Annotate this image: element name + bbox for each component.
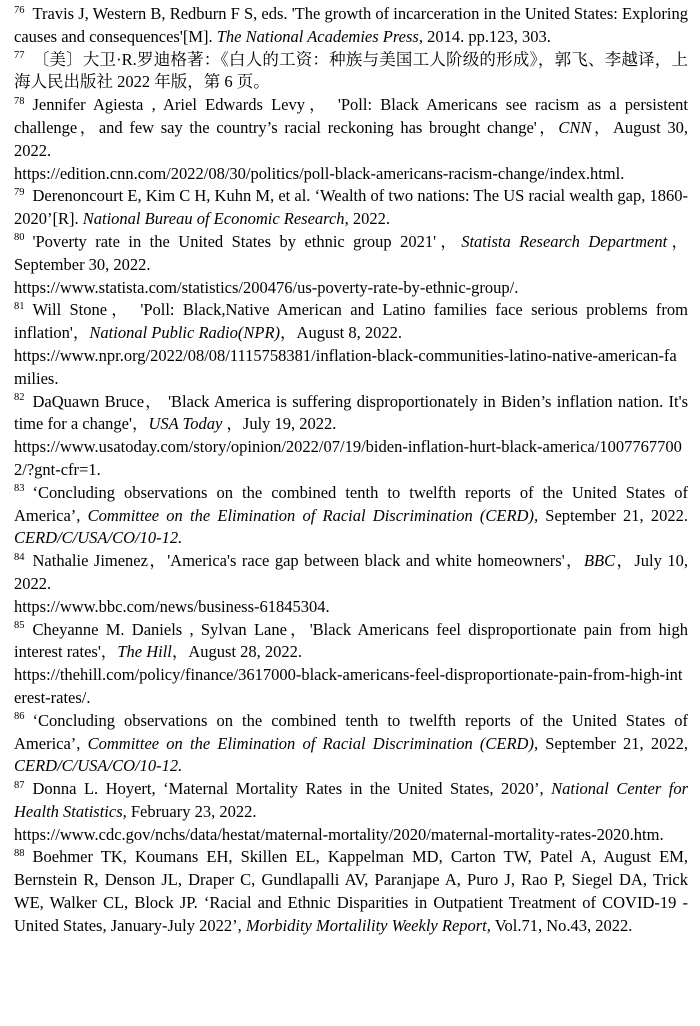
footnote-url: https://www.statista.com/statistics/200476/us-poverty-rate-by-ethnic-group/. (14, 277, 519, 297)
footnote-text: ，August 30, 2022. (14, 117, 688, 160)
footnote-number: 88 (14, 847, 25, 859)
footnote-83 (14, 482, 688, 550)
footnote-url: https://www.cdc.gov/nchs/data/hestat/maternal-mortality/2020/maternal-mortality-rates-2020.htm. (14, 824, 664, 844)
footnote-text: USA Today (148, 414, 223, 434)
footnote-82 (14, 391, 688, 482)
footnote-text: Will Stone， 'Poll: Black,Native American and Latino families face serious problems from inflation'， (14, 300, 688, 343)
footnote-text: Travis J, Western B, Redburn F S, eds. 'The growth of incarceration in the United States: Exploring causes and consequences'[M]. (14, 4, 688, 46)
footnote-number: 79 (14, 186, 25, 198)
footnote-url: https://www.bbc.com/news/business-61845304. (14, 596, 330, 616)
footnote-text: DaQuawn Bruce， 'Black America is suffering disproportionately in Biden’s inflation nation. It's time for a change'， (14, 391, 688, 434)
footnote-number: 76 (14, 4, 25, 16)
footnote-text: Donna L. Hoyert, ‘Maternal Mortality Rates in the United States, 2020’, (32, 779, 552, 799)
footnote-text: ，August 8, 2022. (280, 323, 402, 343)
footnote-86 (14, 710, 688, 778)
footnote-text: ‘Concluding observations on the combined tenth to twelfth reports of the United States of America’, (14, 710, 688, 753)
footnote-url: https://www.usatoday.com/story/opinion/2022/07/19/biden-inflation-hurt-black-america/10077677002/?gnt-cfr=1. (14, 437, 682, 479)
footnote-text: Morbidity Mortalility Weekly Report, (245, 915, 491, 935)
footnote-number: 83 (14, 483, 25, 495)
footnote-number: 84 (14, 551, 25, 563)
footnote-84 (14, 550, 688, 618)
footnote-number: 86 (14, 711, 25, 723)
footnote-number: 85 (14, 620, 25, 632)
footnote-text: National Bureau of Economic Research (82, 209, 345, 229)
footnote-80 (14, 231, 688, 299)
footnote-url: https://thehill.com/policy/finance/3617000-black-americans-feel-disproportionate-pain-from-high-interest-rates/. (14, 665, 683, 707)
footnote-number: 77 (14, 50, 25, 62)
footnote-text: February 23, 2022. (126, 801, 257, 821)
footnote-text: Jennifer Agiesta , Ariel Edwards Levy， 'Poll: Black Americans see racism as a persistent challenge，and few say the country’s racial reckoning has brought change'， (14, 95, 688, 137)
footnote-number: 81 (14, 300, 25, 312)
footnote-text: Vol.71, No.43, 2022. (490, 915, 633, 935)
footnote-81 (14, 299, 688, 390)
footnote-text: Cheyanne M. Daniels , Sylvan Lane，'Black Americans feel disproportionate pain from high interest rates'， (14, 619, 688, 662)
footnote-number: 78 (14, 95, 25, 107)
footnote-url: https://edition.cnn.com/2022/08/30/politics/poll-black-americans-racism-change/index.html. (14, 163, 625, 183)
footnote-text: September 21, 2022, (538, 733, 689, 753)
footnote-text: Derenoncourt E, Kim C H, Kuhn M, et al. ‘Wealth of two nations: The US racial wealth gap, 1860-2020’[R]. (14, 186, 688, 229)
footnote-text: ，August 28, 2022. (171, 642, 303, 662)
footnote-85 (14, 619, 688, 710)
footnote-text: CERD/C/USA/CO/10-12. (14, 756, 183, 776)
footnote-text: CERD/C/USA/CO/10-12. (14, 528, 183, 548)
footnote-78 (14, 94, 688, 185)
footnote-number: 82 (14, 392, 25, 404)
footnote-text: ，July 19, 2022. (222, 414, 337, 434)
footnote-77 (14, 49, 688, 95)
footnote-79 (14, 185, 688, 231)
footnote-text: 'Poverty rate in the United States by ethnic group 2021'， (32, 231, 462, 251)
footnote-text: ，September 30, 2022. (14, 231, 689, 274)
footnote-text: National Public Radio(NPR) (89, 323, 281, 343)
footnote-text: September 21, 2022. (538, 505, 689, 525)
footnote-url: https://www.npr.org/2022/08/08/1115758381/inflation-black-communities-latino-native-american-families. (14, 345, 677, 388)
footnote-text: Nathalie Jimenez，'America's race gap between black and white homeowners'， (32, 551, 584, 571)
footnote-text: ‘Concluding observations on the combined tenth to twelfth reports of the United States of America’, (14, 482, 688, 525)
footnote-text: Committee on the Elimination of Racial Discrimination (CERD), (87, 733, 539, 753)
footnote-text: National Center for Health Statistics, (14, 779, 689, 821)
footnote-text: The National Academies Press (216, 26, 419, 46)
footnote-text: 〔美〕大卫·R.罗迪格著：《白人的工资：种族与美国工人阶级的形成》，郭飞、李越译，上海人民出版社 2022 年版，第 6 页。 (14, 49, 688, 92)
footnote-text: Boehmer TK, Koumans EH, Skillen EL, Kappelman MD, Carton TW, Patel A, August EM, Bernstein R, Denson JL, Draper C, Gundlapalli AV, Paranjape A, Puro J, Rao P, Siegel DA, Trick WE, Walker CL, Block JP. ‘Racial and Ethnic Disparities in Outpatient Treatment of COVID-19 - United States, January-July 2022’, (14, 847, 688, 935)
footnote-88 (14, 846, 688, 937)
footnote-text: BBC (583, 551, 616, 571)
footnote-87 (14, 778, 688, 846)
footnote-text: Committee on the Elimination of Racial Discrimination (CERD), (87, 505, 539, 525)
footnote-number: 87 (14, 779, 25, 791)
footnote-text: CNN (558, 117, 592, 137)
footnote-text: ，July 10, 2022. (14, 551, 689, 593)
footnotes-list (14, 3, 688, 938)
footnote-76 (14, 3, 688, 49)
footnote-text: Statista Research Department (461, 231, 668, 251)
footnote-text: The Hill (117, 642, 172, 662)
footnote-text: , 2014. pp.123, 303. (418, 26, 551, 46)
footnote-number: 80 (14, 232, 25, 244)
footnote-text: , 2022. (344, 209, 390, 229)
